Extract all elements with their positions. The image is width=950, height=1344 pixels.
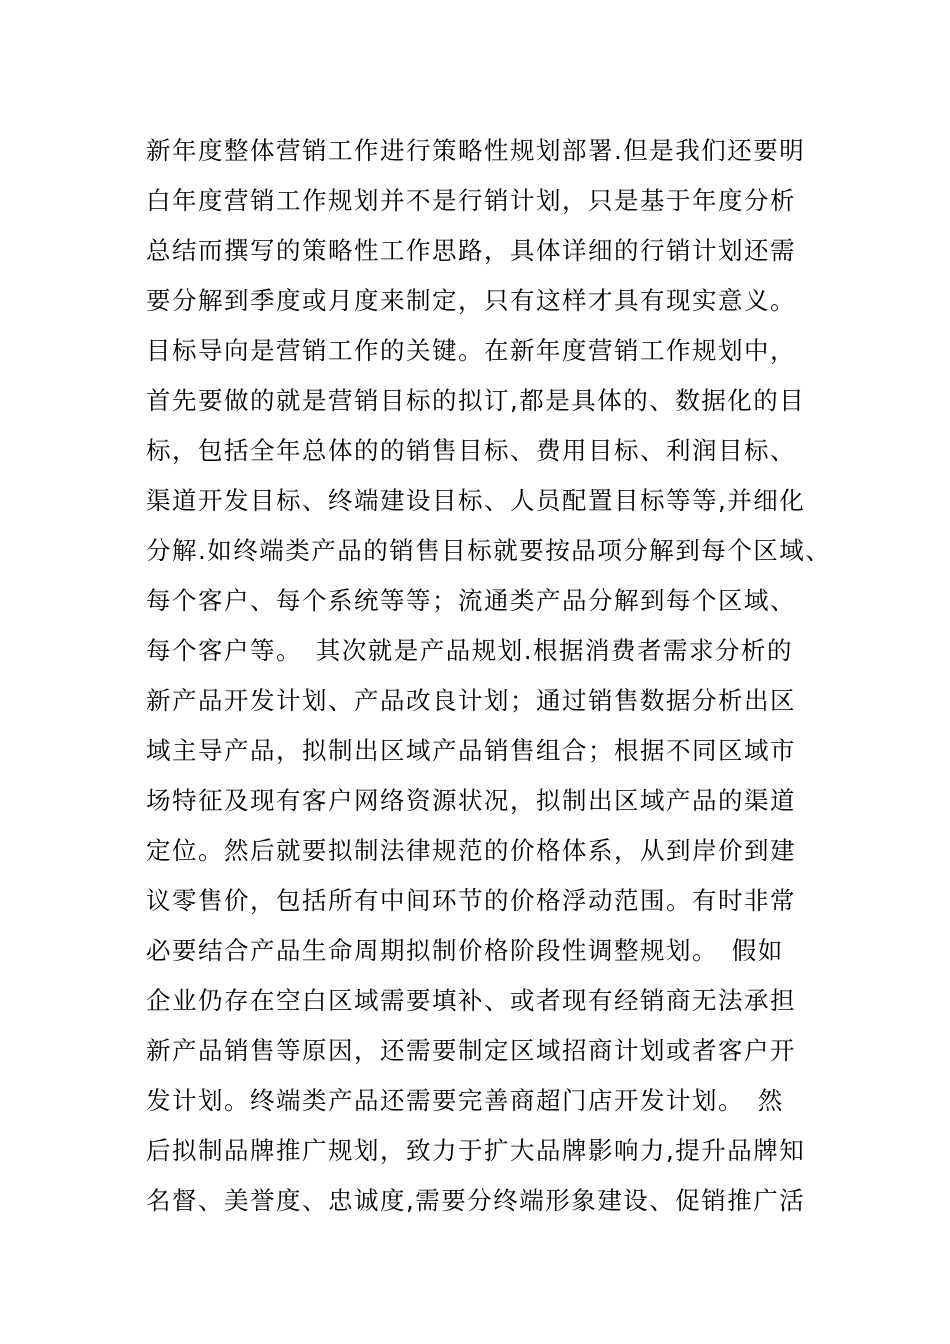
text-line: 每个客户、每个系统等等；流通类产品分解到每个区域、 [146,586,796,615]
text-line: 新产品开发计划、产品改良计划；通过销售数据分析出区 [146,686,796,715]
text-line: 议零售价，包括所有中间环节的价格浮动范围。有时非常 [146,886,796,915]
text-line: 首先要做的就是营销目标的拟订,都是具体的、数据化的目 [146,386,806,415]
text-line: 名督、美誉度、忠诚度,需要分终端形象建设、促销推广活 [146,1186,806,1215]
text-line: 新产品销售等原因，还需要制定区域招商计划或者客户开 [146,1036,796,1065]
text-line: 企业仍存在空白区域需要填补、或者现有经销商无法承担 [146,986,796,1015]
text-line: 新年度整体营销工作进行策略性规划部署.但是我们还要明 [146,136,806,165]
text-line: 渠道开发目标、终端建设目标、人员配置目标等等,并细化 [146,486,806,515]
text-line: 必要结合产品生命周期拟制价格阶段性调整规划。 假如 [146,936,784,965]
text-line: 目标导向是营销工作的关键。在新年度营销工作规划中， [146,336,796,365]
text-line: 定位。然后就要拟制法律规范的价格体系，从到岸价到建 [146,836,796,865]
text-line: 每个客户等。 其次就是产品规划.根据消费者需求分析的 [146,636,794,665]
text-line: 分解.如终端类产品的销售目标就要按品项分解到每个区域、 [146,536,832,565]
text-line: 标，包括全年总体的的销售目标、费用目标、利润目标、 [146,436,796,465]
text-line: 发计划。终端类产品还需要完善商超门店开发计划。 然 [146,1086,784,1115]
text-line: 域主导产品，拟制出区域产品销售组合；根据不同区域市 [146,736,796,765]
text-line: 场特征及现有客户网络资源状况，拟制出区域产品的渠道 [146,786,796,815]
text-line: 要分解到季度或月度来制定，只有这样才具有现实意义。 [146,286,796,315]
body-paragraph [146,126,866,1226]
text-line: 后拟制品牌推广规划，致力于扩大品牌影响力,提升品牌知 [146,1136,806,1165]
text-line: 白年度营销工作规划并不是行销计划，只是基于年度分析 [146,186,796,215]
text-line: 总结而撰写的策略性工作思路，具体详细的行销计划还需 [146,236,796,265]
